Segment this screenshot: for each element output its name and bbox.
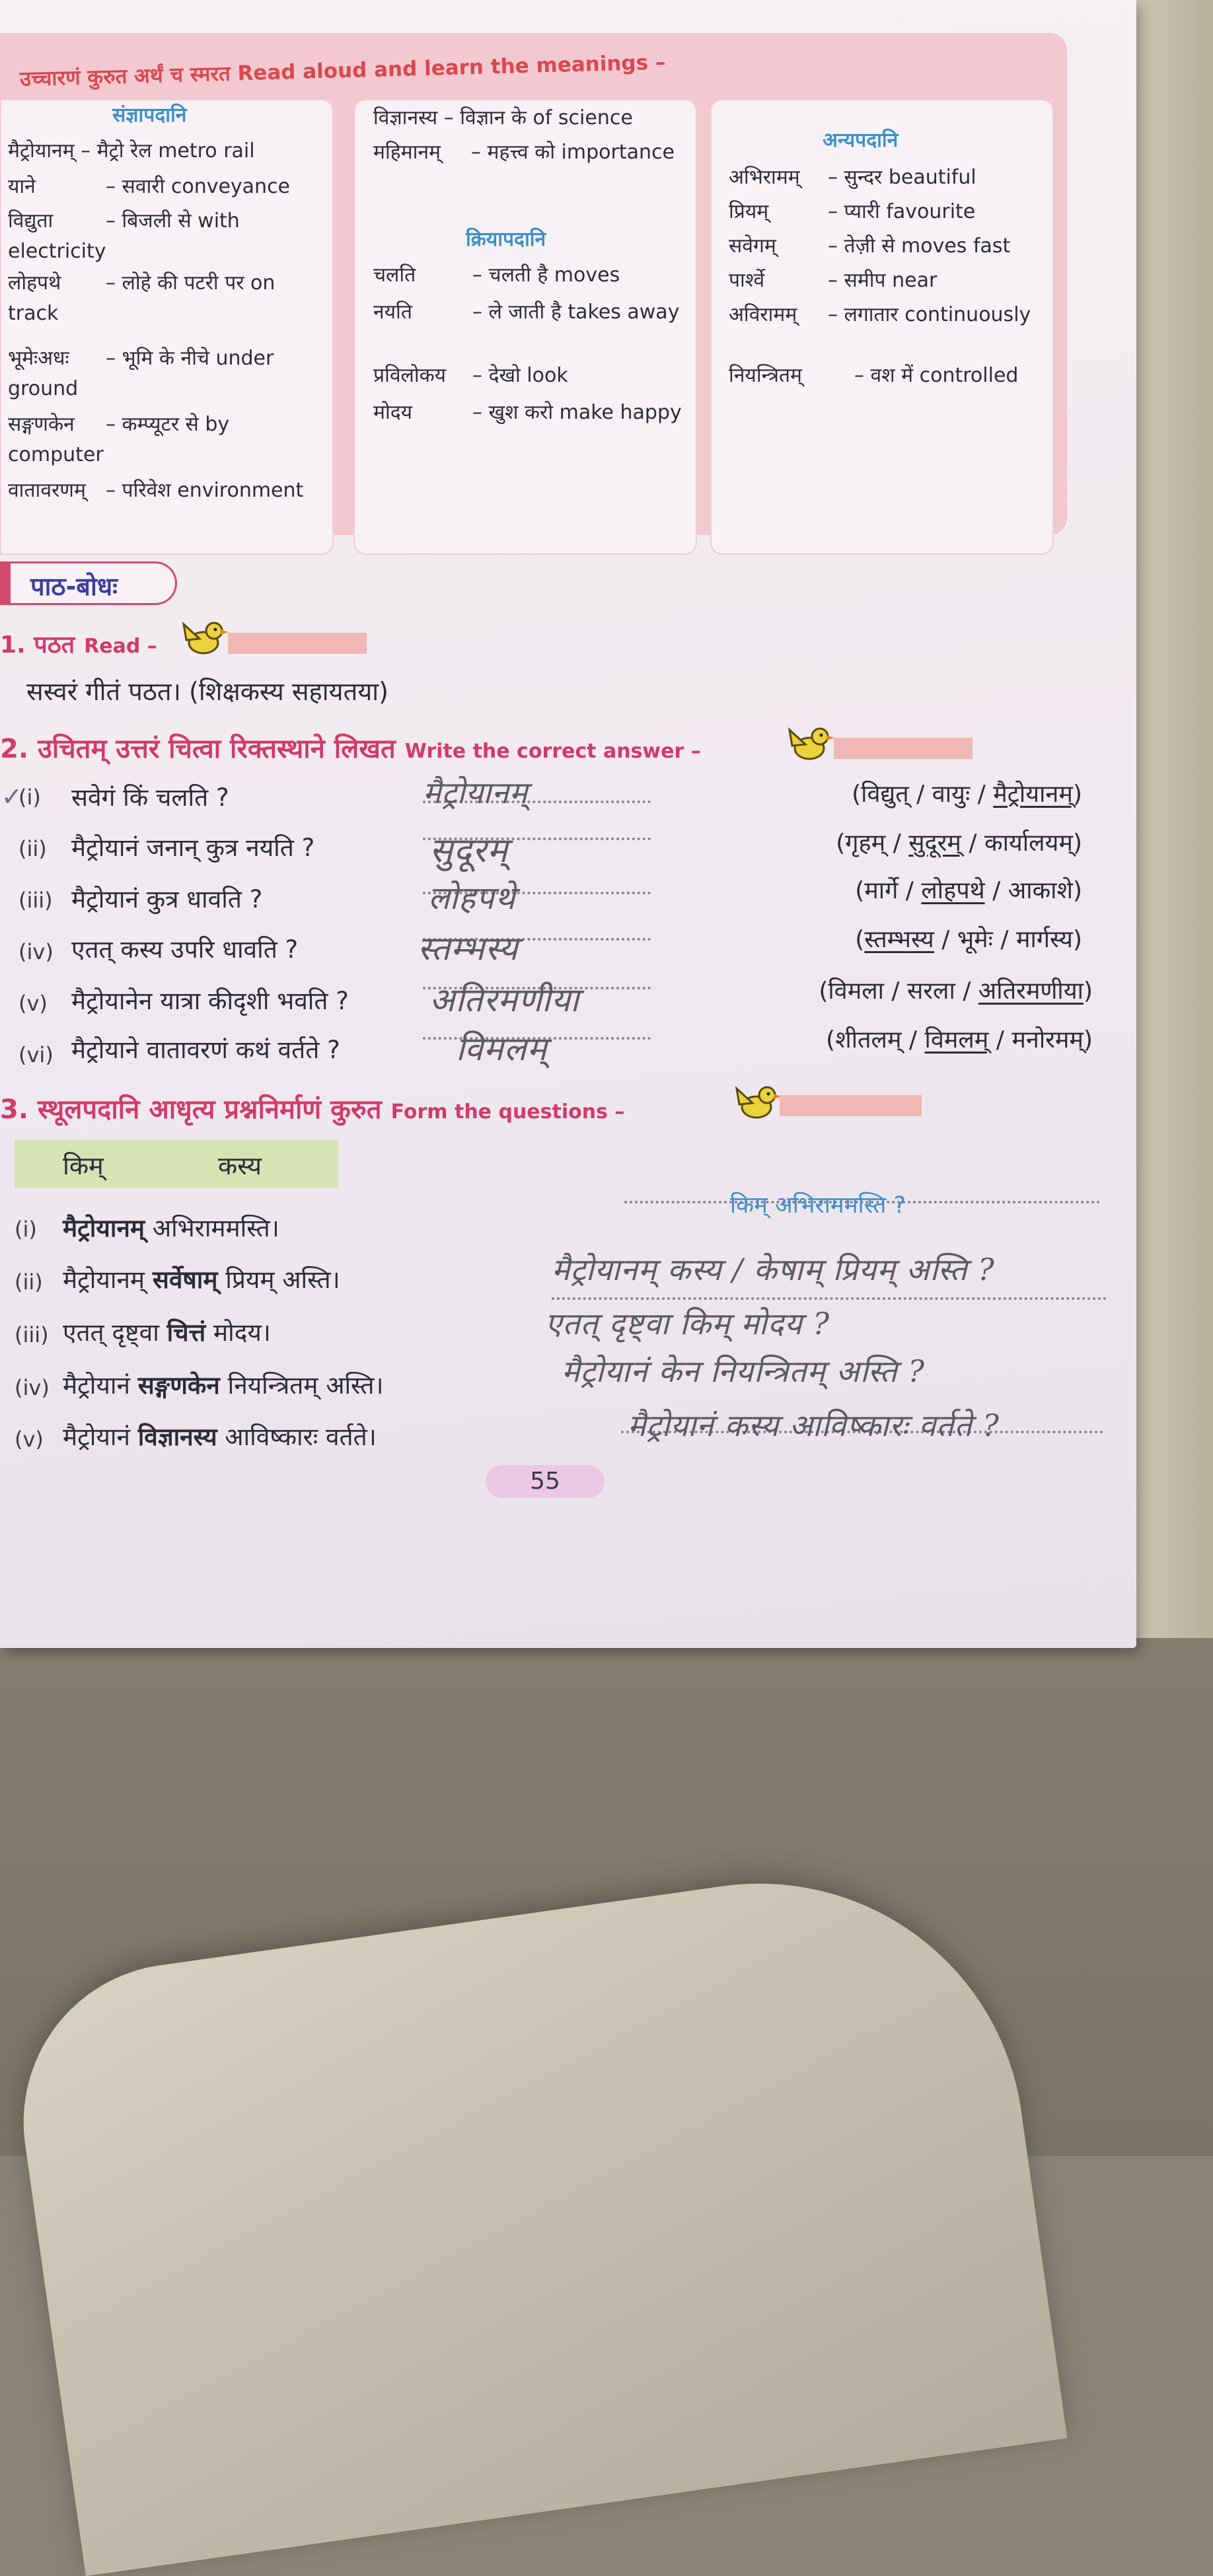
handwritten-answer: मैट्रोयानम् [423, 775, 529, 810]
vocab-entry: विद्युता – बिजली से with electricity [8, 209, 240, 263]
vocab-entry: अविरामम् – लगातार continuously [729, 303, 1031, 326]
answer-options: (विमला / सरला / अतिरमणीया) [819, 978, 1093, 1005]
vocab-column-nouns [0, 99, 334, 555]
vocab-entry: प्रियम् – प्यारी favourite [729, 200, 976, 223]
book-edge [1127, 0, 1213, 1638]
vocab-entry: नयति – ले जाती है takes away [373, 301, 680, 324]
decor-bar [780, 1095, 922, 1116]
page-number: 55 [486, 1465, 605, 1498]
decor-bar [228, 633, 367, 654]
bird-icon [783, 717, 836, 769]
handwritten-answer: एतत् दृष्ट्वा किम् मोदय ? [545, 1306, 830, 1342]
section-badge [0, 561, 177, 605]
vocab-entry: याने – सवारी conveyance [8, 175, 291, 198]
vocab-entry: महिमानम् – महत्त्व को importance [373, 141, 675, 164]
answer-options: (शीतलम् / विमलम् / मनोरमम्) [826, 1026, 1093, 1054]
answer-options: (विद्युत् / वायुः / मैट्रोयानम्) [852, 781, 1082, 808]
vocab-entry: वातावरणम् – परिवेश environment [8, 479, 304, 502]
handwritten-answer: मैट्रोयानं केन नियन्त्रितम् अस्ति ? [562, 1353, 926, 1389]
bird-icon [177, 611, 230, 664]
handwritten-answer: अतिरमणीया [429, 981, 580, 1019]
vocab-entry: चलति – चलती है moves [373, 264, 620, 287]
vocab-entry: विज्ञानस्य – विज्ञान के of science [373, 106, 633, 129]
handwritten-answer: विमलम् [456, 1030, 548, 1068]
vocab-entry: भूमेःअधः – भूमि के नीचे under ground [8, 347, 274, 400]
vocab-entry: अभिरामम् – सुन्दर beautiful [729, 166, 976, 189]
exercise1-title: 1. पठत Read – [0, 631, 157, 659]
column-title-verbs: क्रियापदानि [466, 228, 546, 251]
exercise1-instruction: सस्वरं गीतं पठत। (शिक्षकस्य सहायतया) [26, 677, 388, 706]
vocab-entry: मोदय – खुश करो make happy [373, 401, 682, 424]
textbook-page: उच्चारणं कुरुत अर्थं च स्मरत Read aloud and learn the meanings – संज्ञापदानि मैट्रोयानम् – मैट्रो रेल metro rail याने – सवारी conveyance विद्युता – बिजली से with electricity लोहपथे – लोहे की पटरी पर on track भूमेःअधः – भूमि के नीचे under ground सङ्गणकेन – कम्प्यूटर से by computer वातावरणम् – परिवेश environment विज्ञानस्य – विज्ञान के of science महिमानम् – महत्त्व को importance क्रियापदानि चलति – चलती है moves नयति – ले जाती है takes away प्रविलोकय – देखो look मोदय – खुश करो make happy अन्यपदानि अभिरामम् – सुन्दर beautiful प्रियम् – प्यारी favourite सवेगम् – तेज़ी से moves fast पार्श्वे – समीप near अविरामम् – लगातार continuously नियन्त्रितम् – वश में controlled पाठ-बोधः 1. पठत Read – सस्वरं गीतं पठत। (शिक्षकस्य सहायतया) 2. उचितम् उत्तरं चित्वा रिक्तस्थाने लिखत Write the correct answer – ✓ (i) सवेगं किं चलति ? मैट्रोयानम् (विद्युत् / वायुः / मैट्रोयानम्) (ii) मैट्रोयानं जनान् कुत्र नयति ? सुदूरम् (गृहम् / सुदूरम् / कार्यालयम्) (iii) मैट्रोयानं कुत्र धावति ? लोहपथे (मार्गे / लोहपथे / आकाशे) (iv) एतत् कस्य उपरि धावति ? स्तम्भस्य (स्तम्भस्य / भूमेः / मार्गस्य) (v) मैट्रोयानेन यात्रा कीदृशी भवति ? अतिरमणीया (विमला / सरला / अतिरमणीया) (vi) मैट्रोयाने वातावरणं कथं वर्तते ? विमलम् (शीतलम् / विमलम् / मनोरमम्) 3. स्थूलपदानि आधृत्य प्रश्ननिर्माणं कुरुत Form the questions – किम् कस्य किम् अभिराममस्ति ? (i) मैट्रोयानम् अभिराममस्ति। (ii) मैट्रोयानम् सर्वेषाम् प्रियम् अस्ति। मैट्रोयानम् कस्य / केषाम् प्रियम् अस्ति ? (iii) एतत् दृष्ट्वा चित्तं मोदय। एतत् दृष्ट्वा किम् मोदय ? (iv) मैट्रोयानं सङ्गणकेन नियन्त्रितम् अस्ति। मैट्रोयानं केन नियन्त्रितम् अस्ति ? (v) मैट्रोयानं विज्ञानस्य आविष्कारः वर्तते। मैट्रोयानं कस्य आविष्कारः वर्तते ? 55 [0, 0, 1136, 1648]
handwritten-answer: मैट्रोयानम् कस्य / केषाम् प्रियम् अस्ति ? [552, 1252, 995, 1287]
decor-bar [834, 738, 973, 759]
answer-options: (मार्गे / लोहपथे / आकाशे) [855, 877, 1082, 904]
check-mark: ✓ [1, 782, 22, 811]
bird-icon [730, 1075, 783, 1128]
vocab-entry: प्रविलोकय – देखो look [373, 364, 568, 387]
handwritten-answer: मैट्रोयानं कस्य आविष्कारः वर्तते ? [628, 1408, 1000, 1443]
answer-options: (गृहम् / सुदूरम् / कार्यालयम्) [836, 830, 1082, 857]
section-badge-label: पाठ-बोधः [30, 572, 118, 601]
handwritten-answer: लोहपथे [428, 880, 516, 917]
column-title-nouns: संज्ञापदानि [112, 104, 187, 127]
answer-options: (स्तम्भस्य / भूमेः / मार्गस्य) [855, 926, 1082, 953]
example-answer: किम् अभिराममस्ति ? [730, 1192, 906, 1219]
keyword: कस्य [218, 1151, 262, 1180]
vocab-entry: पार्श्वे – समीप near [729, 269, 937, 292]
exercise2-title: 2. उचितम् उत्तरं चित्वा रिक्तस्थाने लिखत Write the correct answer – [0, 734, 701, 764]
keyword: किम् [63, 1151, 104, 1180]
vocabulary-heading: उच्चारणं कुरुत अर्थं च स्मरत Read aloud and learn the meanings – [19, 50, 666, 91]
handwritten-answer: स्तम्भस्य [418, 929, 519, 968]
vocab-column-verbs [353, 99, 697, 555]
handwritten-answer: सुदूरम् [429, 831, 509, 871]
column-title-others: अन्यपदानि [823, 129, 899, 152]
vocab-entry: लोहपथे – लोहे की पटरी पर on track [8, 271, 276, 325]
vocab-column-others [710, 99, 1054, 555]
vocab-entry: नियन्त्रितम् – वश में controlled [729, 364, 1019, 387]
vocab-entry: मैट्रोयानम् – मैट्रो रेल metro rail [8, 139, 255, 162]
vocab-entry: सवेगम् – तेज़ी से moves fast [729, 234, 1011, 258]
vocabulary-box [0, 33, 1067, 535]
vocab-entry: सङ्गणकेन – कम्प्यूटर से by computer [8, 413, 230, 466]
exercise3-title: 3. स्थूलपदानि आधृत्य प्रश्ननिर्माणं कुरुत Form the questions – [0, 1094, 625, 1125]
